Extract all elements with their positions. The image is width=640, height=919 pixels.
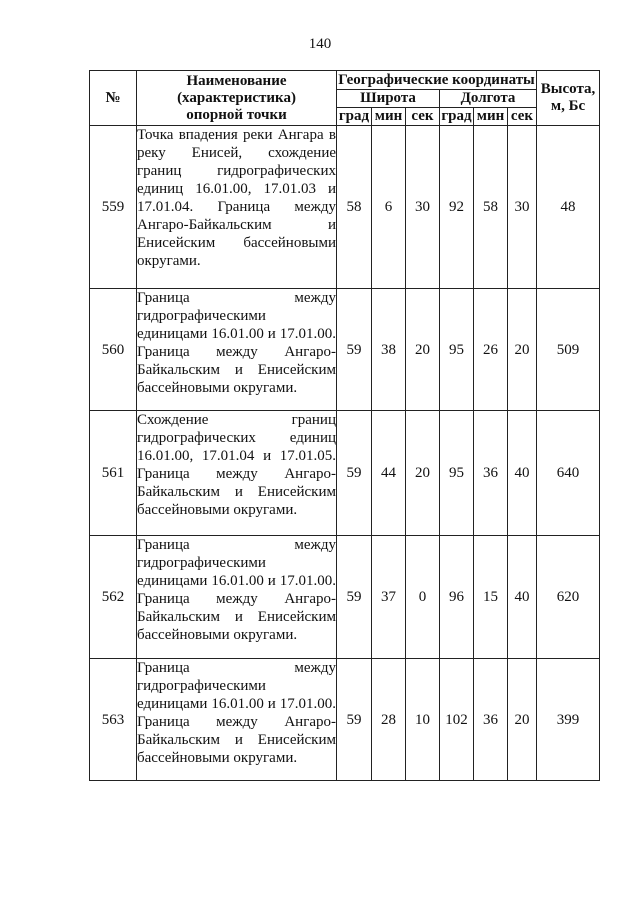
lat-deg: 59 <box>337 659 372 781</box>
lon-deg: 92 <box>440 126 474 289</box>
lon-sec: 40 <box>508 536 537 659</box>
header-geo-coordinates: Географические координаты <box>338 71 535 88</box>
row-name: Граница между гидрографическими единицами 16.01.00 и 17.01.00. Граница между Ангаро-Байкальским и Енисейским бассейновыми округами. <box>137 660 336 766</box>
row-name: Граница между гидрографическими единицами 16.01.00 и 17.01.00. Граница между Ангаро-Байкальским и Енисейским бассейновыми округами. <box>137 290 336 396</box>
page-number: 140 <box>308 36 332 52</box>
header-lon-sec: сек <box>508 108 537 126</box>
header-lon-deg: град <box>441 108 472 124</box>
lat-min: 38 <box>372 289 406 411</box>
table-body <box>90 126 600 781</box>
reference-points-table <box>89 70 600 781</box>
header-latitude: Широта <box>337 90 440 108</box>
row-name: Граница между гидрографическими единицами 16.01.00 и 17.01.00. Граница между Ангаро-Байкальским и Енисейским бассейновыми округами. <box>137 537 336 643</box>
lat-deg: 59 <box>337 536 372 659</box>
lat-min: 6 <box>372 126 406 289</box>
row-name-cell <box>137 411 337 536</box>
height-value: 399 <box>537 659 600 781</box>
table-header <box>90 71 600 126</box>
row-number: 563 <box>90 659 137 781</box>
row-number: 562 <box>90 536 137 659</box>
header-lat-sec: сек <box>406 108 440 126</box>
table-row <box>90 659 600 781</box>
lon-min: 15 <box>474 536 508 659</box>
height-value: 620 <box>537 536 600 659</box>
lat-deg: 59 <box>337 289 372 411</box>
lat-sec: 20 <box>406 411 440 536</box>
row-number: 560 <box>90 289 137 411</box>
table-row <box>90 536 600 659</box>
lon-deg: 96 <box>440 536 474 659</box>
lat-sec: 0 <box>406 536 440 659</box>
header-name-line3: опорной точки <box>186 106 287 123</box>
height-value: 48 <box>537 126 600 289</box>
height-value: 640 <box>537 411 600 536</box>
lat-sec: 10 <box>406 659 440 781</box>
row-name-cell <box>137 126 337 289</box>
height-value: 509 <box>537 289 600 411</box>
header-name <box>137 71 337 126</box>
lat-sec: 20 <box>406 289 440 411</box>
lon-min: 36 <box>474 659 508 781</box>
header-height-line2: м, Бс <box>550 98 586 114</box>
header-longitude: Долгота <box>440 90 537 108</box>
lon-sec: 20 <box>508 659 537 781</box>
table-row <box>90 126 600 289</box>
header-lon-min: мин <box>474 108 508 126</box>
lat-min: 44 <box>372 411 406 536</box>
header-height <box>537 71 600 126</box>
lat-min: 28 <box>372 659 406 781</box>
header-number: № <box>90 71 137 126</box>
lon-min: 36 <box>474 411 508 536</box>
row-name-cell <box>137 289 337 411</box>
lon-sec: 40 <box>508 411 537 536</box>
header-lat-deg: град <box>337 108 372 126</box>
header-name-line1: Наименование <box>186 72 287 89</box>
table-row <box>90 411 600 536</box>
table-row <box>90 289 600 411</box>
lon-min: 26 <box>474 289 508 411</box>
row-number: 561 <box>90 411 137 536</box>
lon-deg: 95 <box>440 289 474 411</box>
row-name-cell <box>137 536 337 659</box>
lon-min: 58 <box>474 126 508 289</box>
lon-sec: 20 <box>508 289 537 411</box>
header-name-line2: (характеристика) <box>177 89 296 106</box>
lat-sec: 30 <box>406 126 440 289</box>
lon-deg: 95 <box>440 411 474 536</box>
row-name-cell <box>137 659 337 781</box>
header-lat-min: мин <box>372 108 406 126</box>
header-height-line1: Высота, <box>540 81 596 97</box>
lat-min: 37 <box>372 536 406 659</box>
row-name: Точка впадения реки Ангара в реку Енисей, схождение границ гидрографических единиц 16.01.00, 17.01.03 и 17.01.04. Граница между Ангаро-Байкальским и Енисейским бассейновыми округами. <box>137 127 336 269</box>
lon-deg: 102 <box>440 659 474 781</box>
row-number: 559 <box>90 126 137 289</box>
lat-deg: 58 <box>337 126 372 289</box>
lat-deg: 59 <box>337 411 372 536</box>
row-name: Схождение границ гидрографических единиц 16.01.00, 17.01.04 и 17.01.05. Граница между Ангаро-Байкальским и Енисейским бассейновыми округами. <box>137 412 336 518</box>
lon-sec: 30 <box>508 126 537 289</box>
